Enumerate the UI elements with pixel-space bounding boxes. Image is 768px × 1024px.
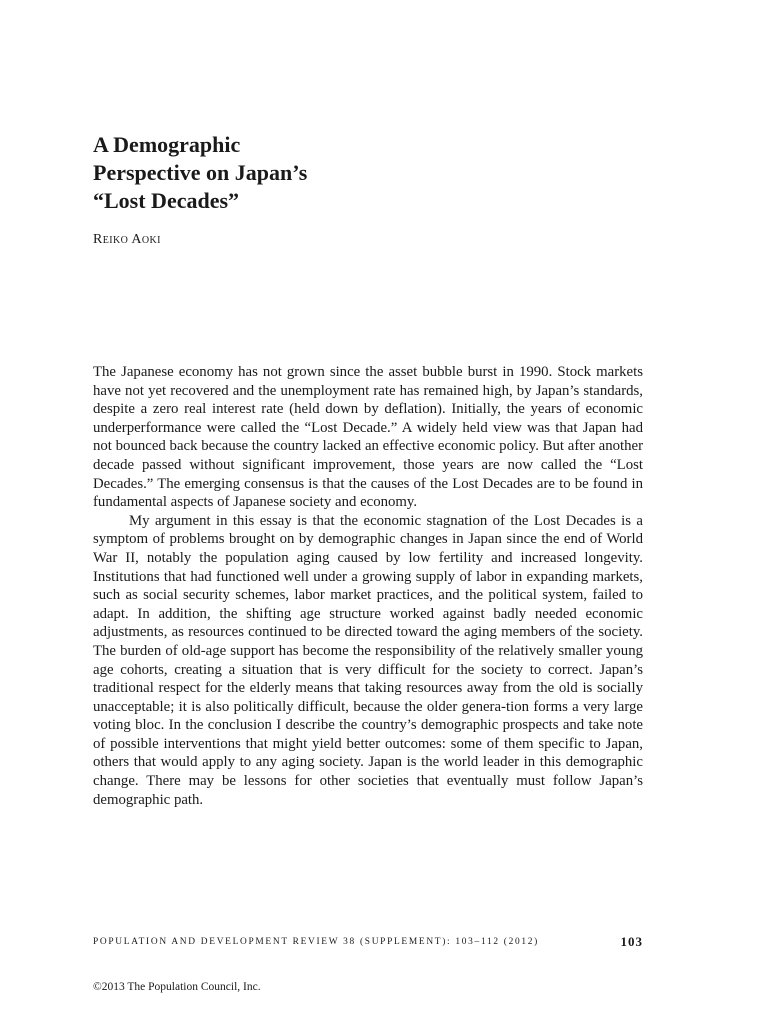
running-footer (93, 936, 643, 952)
article-title (93, 131, 513, 215)
page-number: 103 (620, 934, 643, 949)
article-body (93, 363, 643, 809)
copyright-notice: ©2013 The Population Council, Inc. (93, 981, 261, 993)
title-line-1: A Demographic (93, 131, 241, 157)
title-line-3: “Lost Decades” (93, 187, 240, 213)
paragraph-1: The Japanese economy has not grown since the asset bubble burst in 1990. Stock markets have not yet recovered and the unemployment rate has remained high, by Japan’s standards, despite a zero real interest rate (held down by deflation). Initially, the years of economic underperformance were called the “Lost Decade.” A widely held view was that Japan had not bounced back because the country lacked an effective economic policy. But after another decade passed without significant improvement, those years are now called the “Lost Decades.” The emerging consensus is that the causes of the Lost Decades are to be found in fundamental aspects of Japanese society and economy. (93, 364, 643, 511)
journal-citation: POPULATION AND DEVELOPMENT REVIEW 38 (SUPPLEMENT): 103–112 (2012) (93, 937, 539, 947)
author-name: Reiko Aoki (93, 232, 161, 247)
title-line-2: Perspective on Japan’s (93, 159, 308, 185)
paragraph-2: My argument in this essay is that the economic stagnation of the Lost Decades is a symptom of problems brought on by demographic changes in Japan since the end of World War II, notably the population aging caused by low fertility and increased longevity. Institutions that had functioned well under a growing supply of labor in expanding markets, such as social security schemes, labor market practices, and the political system, failed to adapt. In addition, the shifting age structure worked against badly needed economic adjustments, as resources continued to be directed toward the aging members of the society. The burden of old-age support has become the responsibility of the relatively smaller young age cohorts, creating a situation that is very difficult for the society to correct. Japan’s traditional respect for the elderly means that taking resources away from the old is socially unacceptable; it is also politically difficult, because the older genera-tion forms a very large voting bloc. In the conclusion I describe the country’s demographic prospects and take note of possible interventions that might yield better outcomes: some of them specific to Japan, others that would apply to any aging society. Japan is the world leader in this demographic change. There may be lessons for other societies that eventually must follow Japan’s demographic path. (93, 512, 643, 808)
